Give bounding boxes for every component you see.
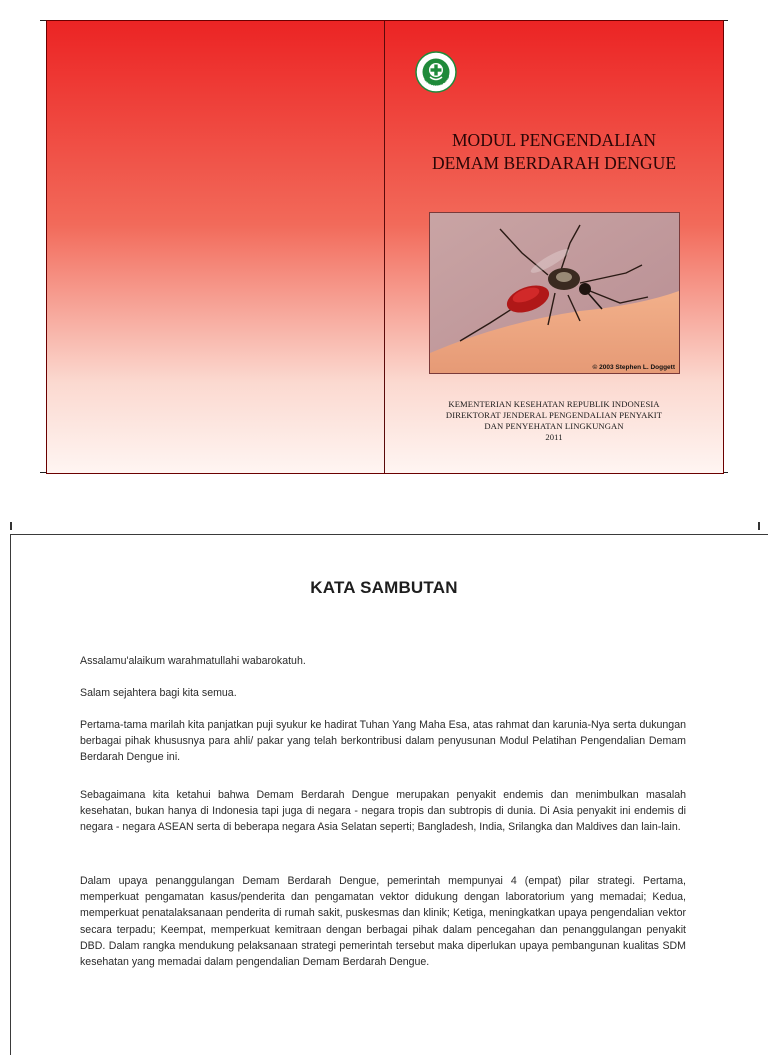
logo-text: BAKTI HUSAD <box>423 74 451 87</box>
page-heading: KATA SAMBUTAN <box>310 578 458 597</box>
page-tick <box>758 522 760 530</box>
paragraph-gratitude: Pertama-tama marilah kita panjatkan puji syukur ke hadirat Tuhan Yang Maha Esa, atas rahmat dan karunia-Nya serta dukungan berbagai pihak khususnya para ahli/ pakar yang telah berkontribusi dalam penyusunan Modul Pelatihan Pengendalian Demam Berdarah Dengue ini. <box>80 719 686 764</box>
cover-title-line1: MODUL PENGENDALIAN <box>452 130 656 150</box>
cover-spine-divider <box>384 21 385 473</box>
ministry-line3: DAN PENYEHATAN LINGKUNGAN <box>484 421 624 431</box>
paragraph-endemic: Sebagaimana kita ketahui bahwa Demam Berdarah Dengue merupakan penyakit endemis dan menimbulkan masalah kesehatan, bukan hanya di Indonesia tapi juga di negara - negara tropis dan subtropis di dunia. Di Asia penyakit ini endemis di negara - negara ASEAN serta di beberapa negara Asia Selatan seperti; Bangladesh, India, Srilangka dan Maldives dan lain-lain. <box>80 789 686 834</box>
page-tick <box>10 522 12 530</box>
book-cover <box>46 20 724 474</box>
publication-year: 2011 <box>545 432 563 442</box>
cover-title-line2: DEMAM BERDARAH DENGUE <box>431 153 677 173</box>
paragraph-strategy: Dalam upaya penanggulangan Demam Berdarah Dengue, pemerintah mempunyai 4 (empat) pilar strategi. Pertama, memperkuat pengamatan kasus/penderita dan pengamatan vektor didukung dengan laboratorium yang memadai; Kedua, memperkuat penatalaksanaan penderita di rumah sakit, puskesmas dan klinik; Ketiga, meningkatkan upaya pengendalian vektor secara terpadu; Keempat, memperkuat kemitraan dengan berbagai pihak dalam pencegahan dan penanggulangan penyakit DBD. Dalam rangka mendukung pelaksanaan strategi pemerintah tersebut maka diperlukan upaya pembangunan kualitas SDM kesehatan yang memadai dalam pengendalian Demam Berdarah Dengue. <box>80 875 686 969</box>
paragraph-salam: Salam sejahtera bagi kita semua. <box>80 687 237 699</box>
cover-title <box>387 129 721 175</box>
photo-credit: © 2003 Stephen L. Doggett <box>592 364 675 371</box>
ministry-block <box>387 399 721 443</box>
ministry-line2: DIREKTORAT JENDERAL PENGENDALIAN PENYAKIT <box>445 410 663 420</box>
mosquito-photo <box>429 212 680 374</box>
paragraph-greeting: Assalamu'alaikum warahmatullahi wabarokatuh. <box>80 655 306 667</box>
ministry-line1: KEMENTERIAN KESEHATAN REPUBLIK INDONESIA <box>448 399 660 409</box>
bakti-husada-logo <box>415 51 457 93</box>
